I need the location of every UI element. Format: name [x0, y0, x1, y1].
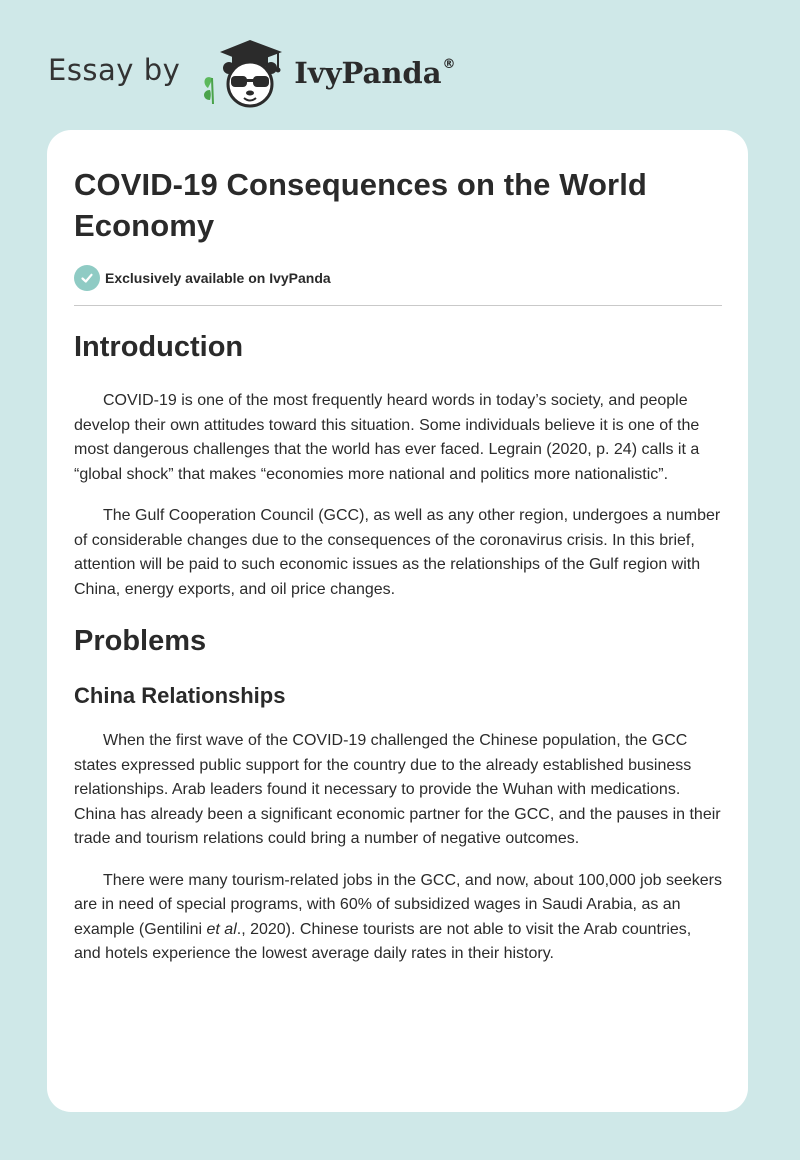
- subsection-heading-china-relationships: China Relationships: [74, 683, 286, 708]
- paragraph: COVID-19 is one of the most frequently heard words in today’s society, and people develop their own attitudes toward this situation. Some individuals believe it is one of the most dangerous challenges that the world has ever faced. Legrain (2020, p. 24) calls it a “global shock” that makes “economies more national and politics more nationalistic”.: [74, 392, 700, 483]
- essay-card: [47, 130, 748, 1112]
- site-header: [48, 34, 456, 110]
- page-title: COVID-19 Consequences on the World Economy: [74, 167, 647, 243]
- paragraph: [74, 869, 722, 967]
- essay-by-label: Essay by: [48, 53, 181, 87]
- divider: [74, 305, 722, 306]
- section-heading-introduction: Introduction: [74, 331, 244, 363]
- paragraph: The Gulf Cooperation Council (GCC), as well as any other region, undergoes a number of considerable changes due to the consequences of the coronavirus crisis. In this brief, attention will be paid to such economic issues as the relationships of the Gulf region with China, energy exports, and oil price changes.: [74, 507, 721, 598]
- citation-italic: et al: [206, 920, 237, 938]
- section-heading-problems: Problems: [74, 625, 207, 657]
- paragraph-text: ., 2020). Chinese tourists are not able to visit the Arab countries, and hotels experience the lowest average daily rates in their history.: [74, 920, 692, 962]
- paragraph: When the first wave of the COVID-19 challenged the Chinese population, the GCC states expressed public support for the country due to the already established business relationships. Arab leaders found it necessary to provide the Wuhan with medications. China has already been a significant economic partner for the GCC, and the pauses in their trade and tourism relations could bring a number of negative outcomes.: [74, 732, 721, 847]
- brand-name[interactable]: IvyPanda®: [294, 56, 456, 90]
- paragraph-text: There were many tourism-related jobs in the GCC, and now, about 100,000 job seekers are in need of special programs, with 60% of subsidized wages in Saudi Arabia, as an example (Gentilini: [74, 871, 722, 938]
- trademark-mark: ®: [442, 57, 456, 73]
- check-icon: [74, 265, 100, 291]
- exclusive-badge: [74, 264, 722, 292]
- exclusive-badge-label: Exclusively available on IvyPanda: [105, 270, 331, 286]
- panda-logo-icon[interactable]: [198, 34, 290, 110]
